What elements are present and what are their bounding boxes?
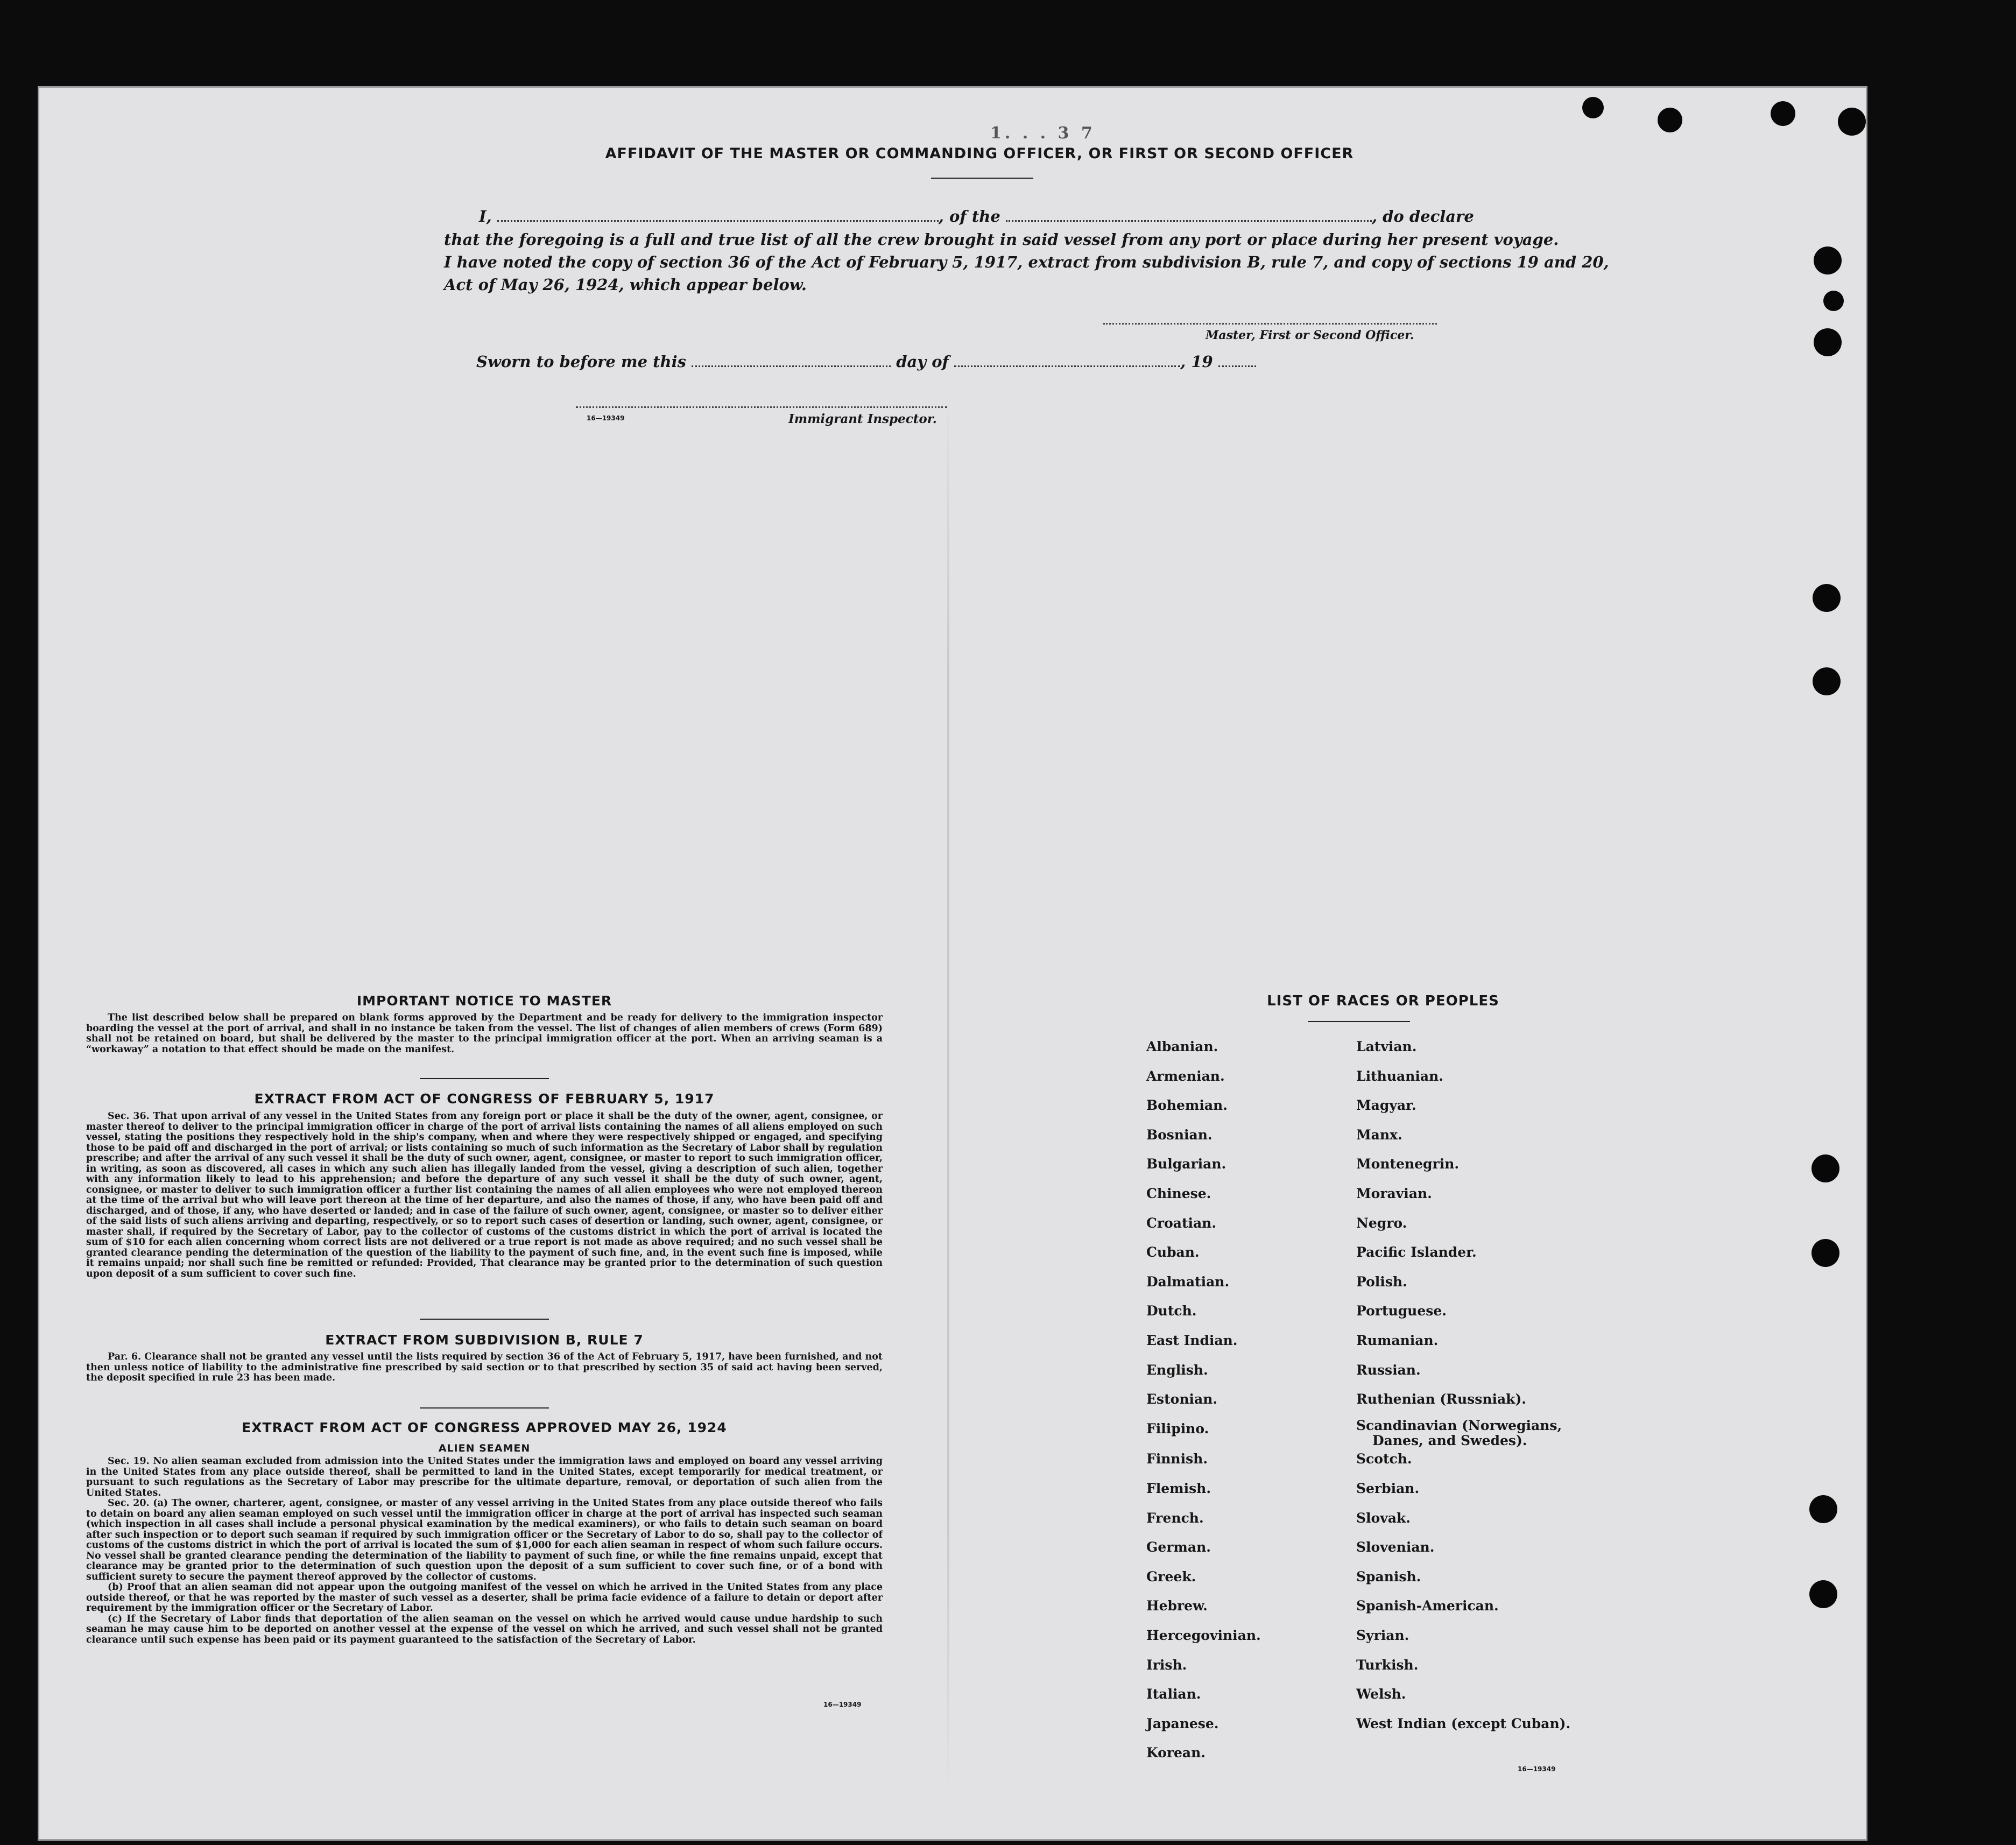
declaration-line-3: I have noted the copy of section 36 of the Act of February 5, 1917, extract from subdivision B, rule 7, and copy of sections 19 and 20, xyxy=(444,253,1609,271)
extract3-subtitle: ALIEN SEAMEN xyxy=(438,1442,531,1454)
sec20c-text: (c) If the Secretary of Labor finds that deportation of the alien seaman on the vessel on which he arrived would cause undue hardship to such seaman he may cause him to be deported on another vessel at the expense of the vessel on which he arrived, and such vessel shall not be granted clearance until such expense has been paid or its payment guaranteed to the satisfaction of the Secretary of Labor. xyxy=(86,1613,883,1645)
race-item: Polish. xyxy=(1356,1273,1407,1290)
extract2-title: EXTRACT FROM SUBDIVISION B, RULE 7 xyxy=(325,1332,644,1348)
races-title: LIST OF RACES OR PEOPLES xyxy=(1267,993,1499,1009)
race-item: Bosnian. xyxy=(1146,1126,1213,1143)
extract2-divider xyxy=(420,1407,549,1409)
race-item: Welsh. xyxy=(1356,1686,1406,1702)
sworn-year-blank[interactable] xyxy=(1218,353,1256,367)
sworn-year-label: , 19 xyxy=(1180,353,1213,371)
race-item: West Indian (except Cuban). xyxy=(1356,1715,1571,1731)
race-item: Spanish-American. xyxy=(1356,1598,1499,1614)
race-item: East Indian. xyxy=(1146,1333,1238,1348)
declaration-line-4: Act of May 26, 1924, which appear below. xyxy=(444,276,807,294)
vessel-blank[interactable] xyxy=(1006,207,1372,222)
race-item: Ruthenian (Russniak). xyxy=(1356,1391,1526,1407)
race-item: German. xyxy=(1146,1539,1211,1555)
declaration-of-the: , of the xyxy=(938,207,1000,226)
race-item: Scotch. xyxy=(1356,1451,1412,1467)
race-item: Estonian. xyxy=(1146,1391,1218,1407)
race-item: Bulgarian. xyxy=(1146,1156,1226,1172)
binder-hole xyxy=(1811,1154,1839,1182)
binder-hole xyxy=(1813,584,1841,612)
race-item: Rumanian. xyxy=(1356,1333,1439,1348)
sec20b-text: (b) Proof that an alien seaman did not appear upon the outgoing manifest of the vessel on which he arrived in the United States from any place outside thereof, or that he was reported by the master of such vessel as a deserter, shall be prima facie evidence of a failure to detain or deport after requirement by the immigration officer or the Secretary of Labor. xyxy=(86,1582,883,1614)
race-item: Russian. xyxy=(1356,1362,1421,1378)
declaration-line-1 xyxy=(479,207,1502,226)
extract1-section: Sec. 36. xyxy=(108,1111,150,1122)
race-item: Cuban. xyxy=(1146,1244,1200,1260)
binder-hole xyxy=(1814,328,1842,356)
binder-hole xyxy=(1809,1495,1837,1523)
race-item: Montenegrin. xyxy=(1356,1156,1460,1172)
affidavit-title: AFFIDAVIT OF THE MASTER OR COMMANDING OFFICER, OR FIRST OR SECOND OFFICER xyxy=(605,145,1354,162)
race-item: Slovak. xyxy=(1356,1510,1411,1526)
race-item: Slovenian. xyxy=(1356,1539,1435,1555)
binder-hole xyxy=(1838,108,1866,136)
notice-body: The list described below shall be prepared on blank forms approved by the Department and be ready for delivery to the immigration inspector boarding the vessel at the port of arrival, and shall in no instance be taken from the vessel. The list of changes of alien members of crews (Form 689) shall not be retained on board, but shall be delivered by the master to the principal immigration officer at the port. When an arriving seaman is a “workaway” a notation to that effect should be made on the manifest. xyxy=(86,1012,883,1055)
binder-hole xyxy=(1809,1580,1837,1608)
extract3-body xyxy=(86,1456,883,1645)
notice-title: IMPORTANT NOTICE TO MASTER xyxy=(356,993,612,1009)
binder-hole xyxy=(1813,667,1841,695)
sworn-day-blank[interactable] xyxy=(692,353,891,367)
sec19-text: No alien seaman excluded from admission into the United States under the immigration laws and employed on board any vessel arriving in the United States from any place outside thereof, shall be permitted to land in the United States, except temporarily for medical treatment, or pursuant to such regulations as the Secretary of Labor may prescribe for the ultimate departure, removal, or deportation of such alien from the United States. xyxy=(86,1456,883,1498)
race-item: Turkish. xyxy=(1356,1657,1419,1673)
binder-hole xyxy=(1771,101,1795,126)
inspector-signature-line[interactable] xyxy=(576,406,947,408)
race-item: Hercegovinian. xyxy=(1146,1628,1261,1643)
extract3-title: EXTRACT FROM ACT OF CONGRESS APPROVED MAY 26, 1924 xyxy=(242,1420,727,1435)
races-divider xyxy=(1308,1021,1410,1022)
extract1-title: EXTRACT FROM ACT OF CONGRESS OF FEBRUARY 5, 1917 xyxy=(254,1091,715,1107)
race-item: Pacific Islander. xyxy=(1356,1244,1477,1260)
race-item: Italian. xyxy=(1146,1686,1201,1702)
race-item: Chinese. xyxy=(1146,1186,1211,1201)
race-item: Japanese. xyxy=(1146,1715,1219,1731)
race-item: Danes, and Swedes). xyxy=(1372,1432,1527,1448)
extract2-body: Par. 6. Clearance shall not be granted any vessel until the lists required by section 36 of the Act of February 5, 1917, have been furnished, and not then unless notice of liability to the administrative fine prescribed by said section or to that prescribed by section 35 of said act having been served, the deposit specified in rule 23 has been made. xyxy=(86,1351,883,1383)
race-item: Filipino. xyxy=(1146,1420,1209,1436)
title-divider xyxy=(931,178,1033,179)
race-item: Portuguese. xyxy=(1356,1303,1447,1319)
binder-hole xyxy=(1582,97,1604,118)
sworn-day-label: day of xyxy=(896,353,949,371)
race-item: Lithuanian. xyxy=(1356,1068,1443,1084)
race-item: Manx. xyxy=(1356,1126,1402,1143)
declaration-i: I, xyxy=(479,207,492,226)
extract1-text: That upon arrival of any vessel in the United States from any foreign port or place it shall be the duty of the owner, agent, consignee, or master thereof to deliver to the principal immigration officer in charge of the port of arrival lists containing the names of all aliens employed on such vessel, stating the positions they respectively hold in the ship's company, when and where they were respectively shipped or engaged, and specifying those to be paid off and discharged in the port of arrival; or lists containing so much of such information as the Secretary of Labor shall by regulation prescribe; and after the arrival of any such vessel it shall be the duty of such owner, agent, consignee, or master to report to such immigration officer, in writing, as soon as discovered, all cases in which any such alien has illegally landed from the vessel, giving a description of such alien, together with any information likely to lead to his apprehension; and before the departure of any such vessel it shall be the duty of such owner, agent, consignee, or master to deliver to such immigration officer a further list containing the names of all alien employees who were not employed thereon at the time of the arrival but who will leave port thereon at the time of her departure, and also the names of those, if any, who have been paid off and discharged, and of those, if any, who have deserted or landed; and in case of the failure of such owner, agent, consignee, or master so to deliver either of the said lists of such aliens arriving and departing, respectively, or so to report such cases of desertion or landing, such owner, agent, consignee, or master shall, if required by the Secretary of Labor, pay to the collector of customs of the customs district in which the port of arrival is located the sum of $10 for each alien concerning whom correct lists are not delivered or a true report is not made as above required; and no such vessel shall be granted clearance pending the determination of the question of the liability to the payment of such fine, and, in the event such fine is imposed, while it remains unpaid; nor shall such fine be remitted or refunded: Provided, That clearance may be granted prior to the determination of such question upon deposit of a sum sufficient to cover such fine. xyxy=(86,1111,883,1279)
declaration-line-2: that the foregoing is a full and true list of all the crew brought in said vessel from any port or place during her present voyage. xyxy=(444,230,1559,249)
race-item: Finnish. xyxy=(1146,1451,1208,1467)
sworn-line xyxy=(476,353,1256,371)
race-item: Magyar. xyxy=(1356,1097,1416,1114)
races-form-code: 16—19349 xyxy=(1518,1765,1556,1773)
race-item: Syrian. xyxy=(1356,1628,1409,1643)
sworn-prefix: Sworn to before me this xyxy=(476,353,686,371)
race-item: Croatian. xyxy=(1146,1215,1217,1231)
sec20-label: Sec. 20. xyxy=(108,1498,150,1509)
notice-form-code: 16—19349 xyxy=(823,1701,862,1708)
master-signature-label: Master, First or Second Officer. xyxy=(1206,328,1414,342)
race-item: Hebrew. xyxy=(1146,1598,1208,1614)
race-item: Irish. xyxy=(1146,1657,1187,1673)
race-item: Armenian. xyxy=(1146,1068,1225,1084)
binder-hole xyxy=(1814,247,1842,274)
declaration-declare: , do declare xyxy=(1371,207,1474,226)
stamp-number: 1. . . 3 7 xyxy=(990,124,1096,143)
form-sheet xyxy=(38,86,1867,1841)
race-item: Albanian. xyxy=(1146,1039,1218,1054)
race-item: Dalmatian. xyxy=(1146,1273,1230,1290)
race-item: Scandinavian (Norwegians, xyxy=(1356,1417,1562,1433)
extract1-divider xyxy=(420,1319,549,1320)
affidavit-form-code: 16—19349 xyxy=(587,414,625,422)
race-item: Korean. xyxy=(1146,1745,1206,1761)
sec20a-text: (a) The owner, charterer, agent, consignee, or master of any vessel arriving in the United States from any place outside thereof who fails to detain on board any alien seaman employed on such vessel until the immigration officer in charge at the port of arrival has inspected such seaman (which inspection in all cases shall include a personal physical examination by the medical examiners), or who fails to detain such seaman on board after such inspection or to deport such seaman if required by such immigration officer or the Secretary of Labor to do so, shall pay to the collector of customs of the customs district in which the port of arrival is located the sum of $1,000 for each alien seaman in respect of whom such failure occurs. No vessel shall be granted clearance pending the determination of the liability to payment of such fine, or while the fine remains unpaid, except that clearance may be granted prior to the determination of such question upon the deposit of a sum sufficient to cover such fine, or of a bond with sufficient surety to secure the payment thereof approved by the collector of customs. xyxy=(86,1498,883,1582)
race-item: Serbian. xyxy=(1356,1481,1420,1496)
extract1-body xyxy=(86,1111,883,1279)
race-item: Dutch. xyxy=(1146,1303,1197,1319)
binder-hole xyxy=(1823,291,1844,311)
binder-hole xyxy=(1811,1239,1839,1267)
name-blank[interactable] xyxy=(497,207,939,222)
race-item: Greek. xyxy=(1146,1568,1196,1585)
notice-divider xyxy=(420,1078,549,1079)
race-item: English. xyxy=(1146,1362,1208,1378)
sworn-month-blank[interactable] xyxy=(954,353,1180,367)
race-item: Flemish. xyxy=(1146,1481,1211,1496)
race-item: Spanish. xyxy=(1356,1568,1421,1585)
race-item: Latvian. xyxy=(1356,1039,1417,1054)
binder-hole xyxy=(1658,108,1682,132)
race-item: Negro. xyxy=(1356,1215,1407,1231)
sec19-label: Sec. 19. xyxy=(108,1456,150,1467)
inspector-signature-label: Immigrant Inspector. xyxy=(788,412,937,426)
race-item: Moravian. xyxy=(1356,1186,1432,1201)
master-signature-line[interactable] xyxy=(1103,323,1437,325)
race-item: French. xyxy=(1146,1510,1204,1526)
page-fold xyxy=(947,388,949,1798)
race-item: Bohemian. xyxy=(1146,1097,1228,1114)
